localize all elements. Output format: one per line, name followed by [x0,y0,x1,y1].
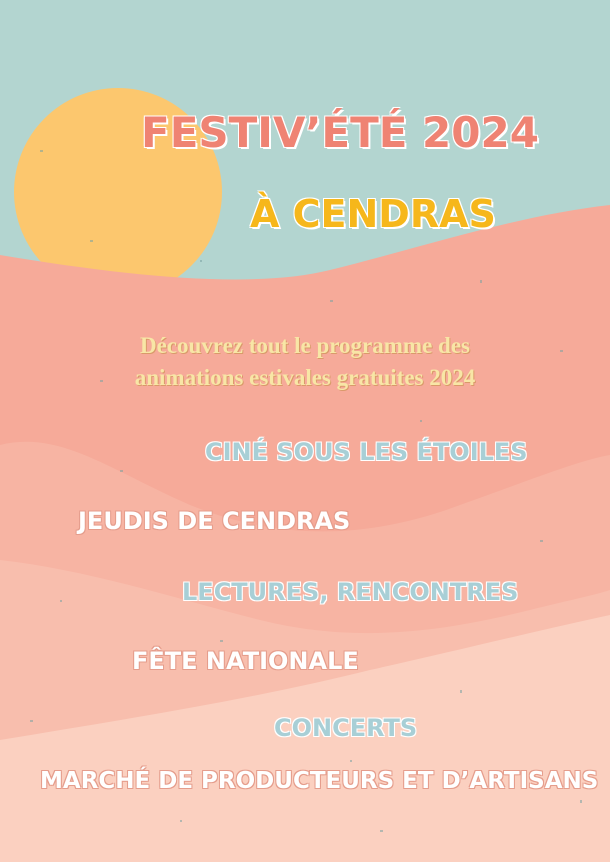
poster-subtitle: À CENDRAS [250,192,496,236]
poster-title: FESTIV’ÉTÉ 2024 [141,108,539,157]
event-cine-sous-les-etoiles: CINÉ SOUS LES ÉTOILES [205,438,528,466]
intro-line-1: Découvrez tout le programme des [139,333,470,358]
intro-text [40,330,570,394]
event-jeudis-de-cendras: JEUDIS DE CENDRAS [78,507,351,535]
event-concerts: CONCERTS [274,714,418,742]
intro-line-2: animations estivales gratuites 2024 [134,365,476,390]
event-marche-producteurs: MARCHÉ DE PRODUCTEURS ET D’ARTISANS [40,768,599,794]
event-lectures-rencontres: LECTURES, RENCONTRES [182,578,519,606]
event-fete-nationale: FÊTE NATIONALE [132,647,359,675]
